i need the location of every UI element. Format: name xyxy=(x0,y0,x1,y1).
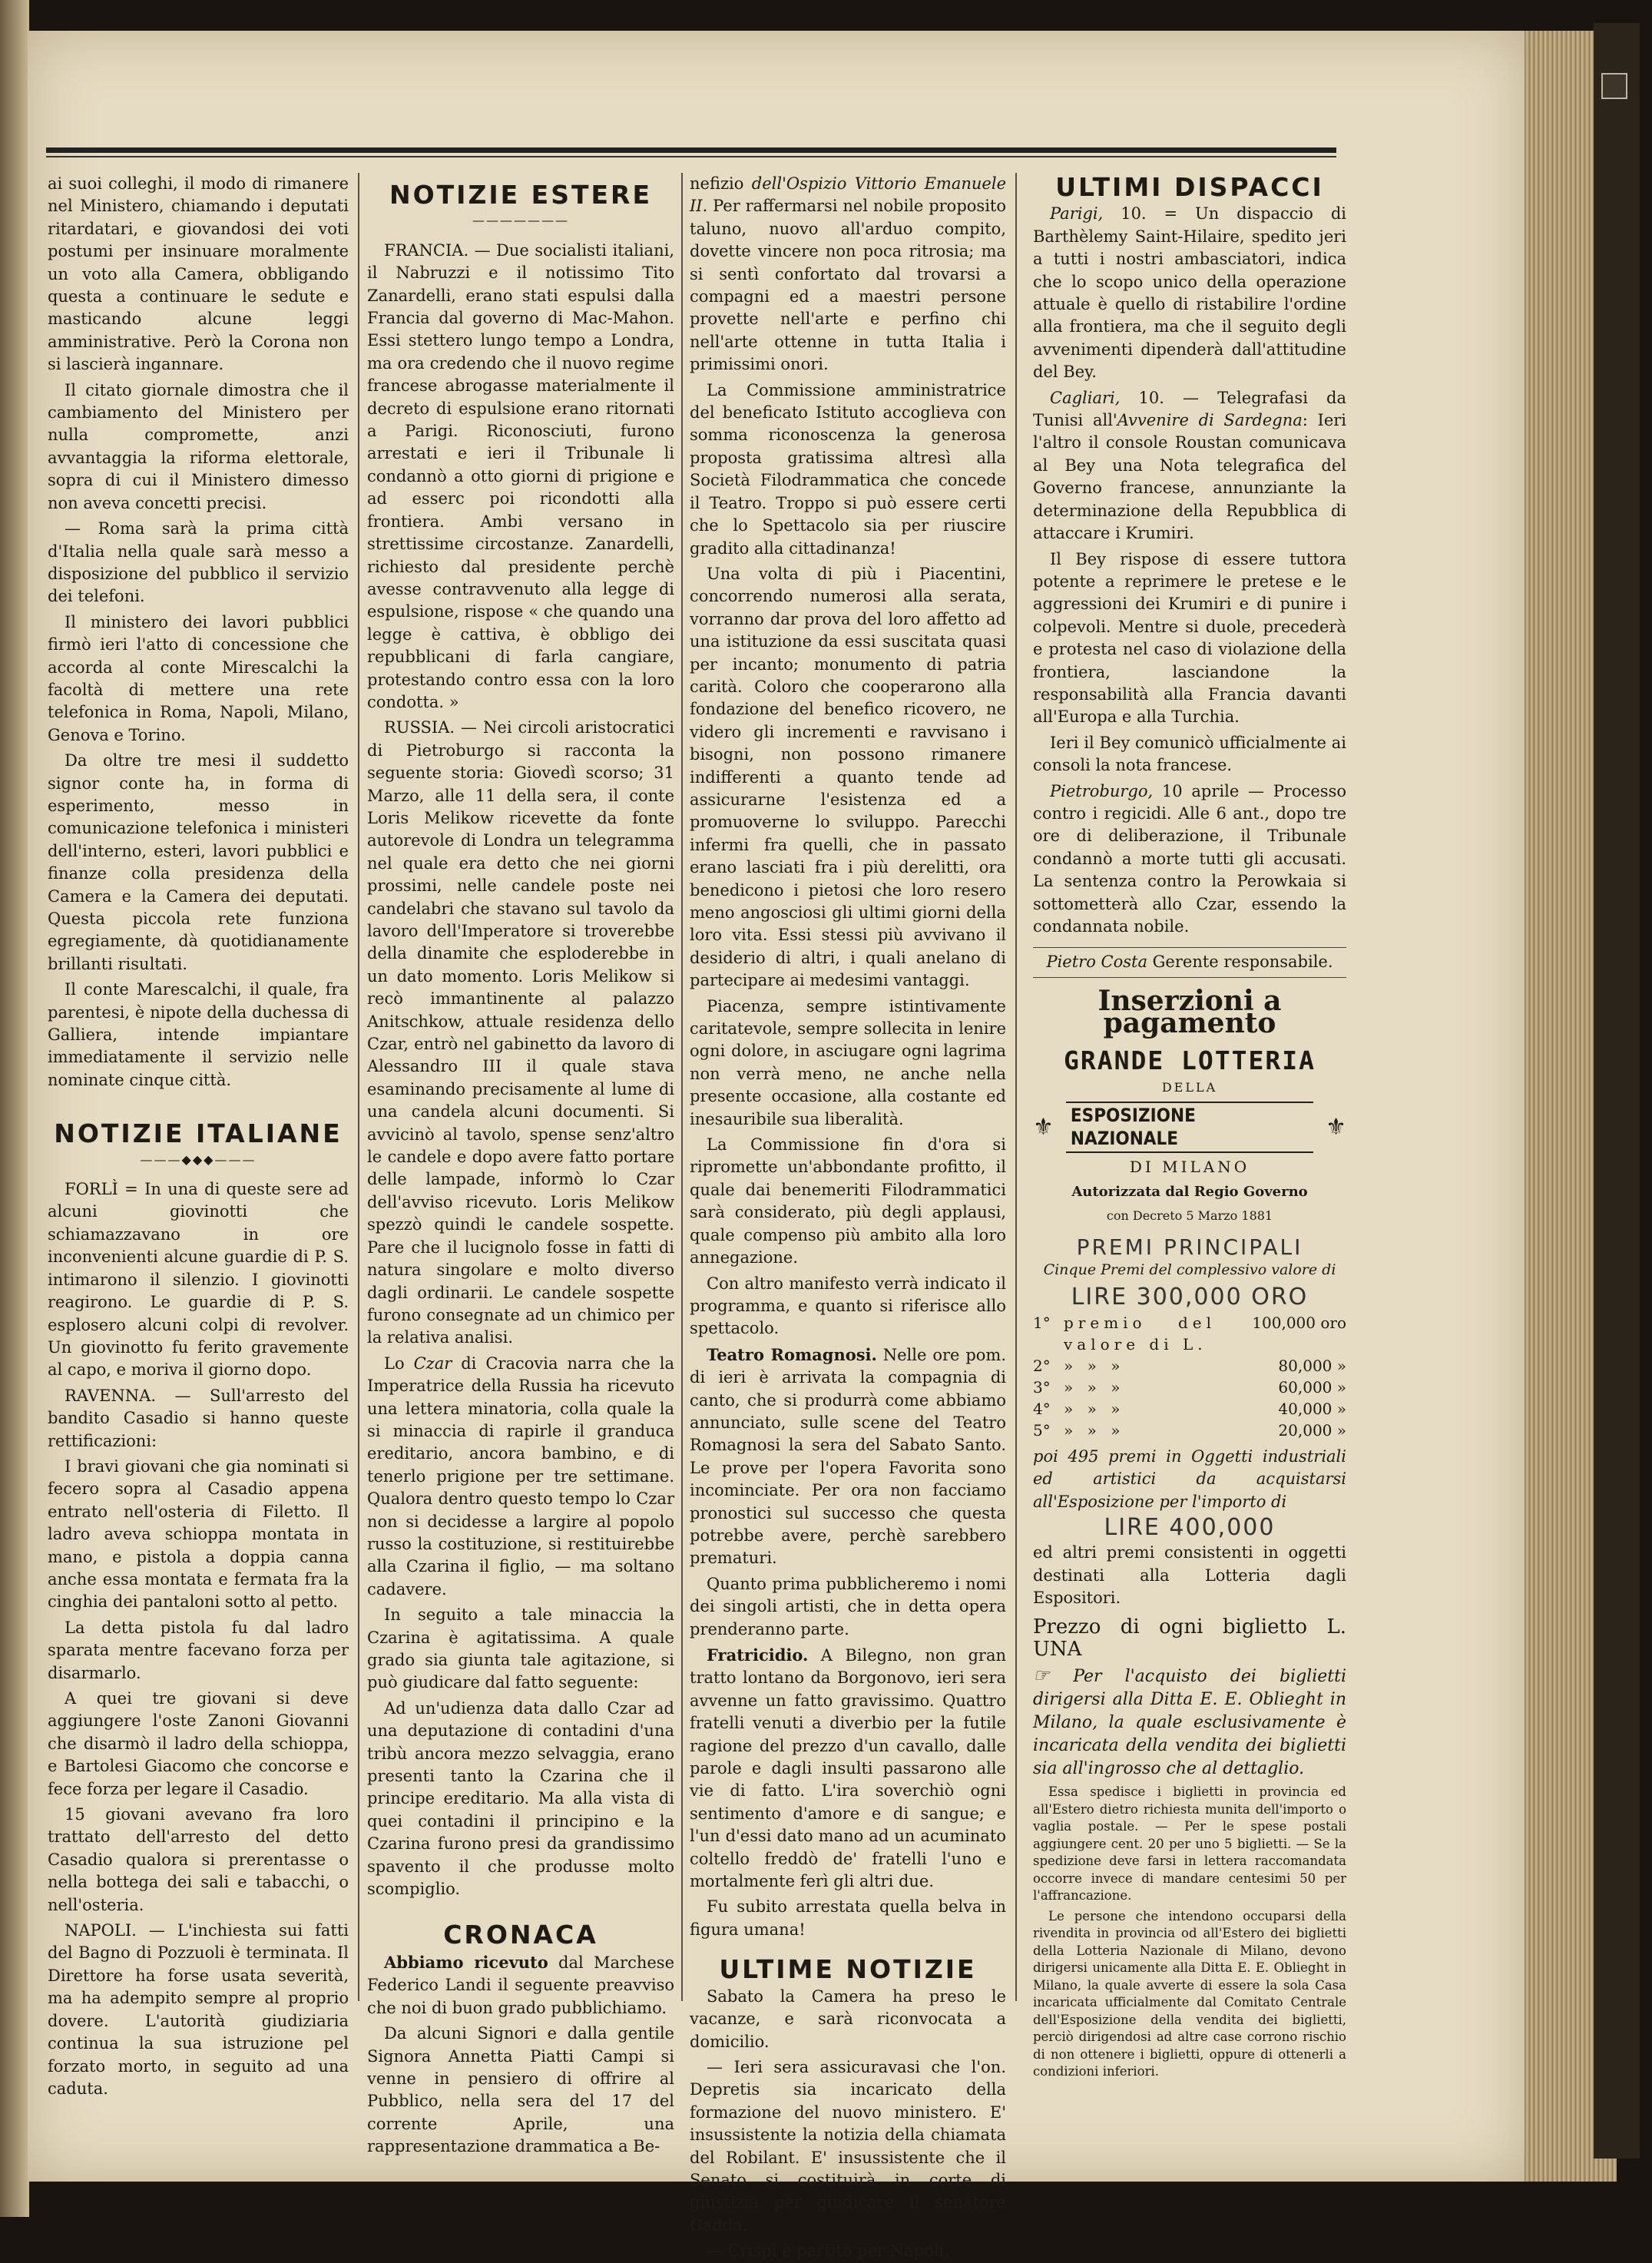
article-paragraph: Piacenza, sempre istintivamente caritatevole, sempre sollecita in lenire ogni dolore, in asciugare ogni lagrima non verrà meno, ne anche nella presente occasione, alla costante ed inesauribile sua liberalità. xyxy=(690,996,1006,1128)
prize-rank: 3° xyxy=(1033,1377,1051,1397)
prize-rank: 1° xyxy=(1033,1313,1051,1332)
article-paragraph: Sabato la Camera ha preso le vacanze, e sarà riconvocata a domicilio. xyxy=(690,1986,1006,2051)
article-paragraph: Lo Czar di Cracovia narra che la Imperatrice della Russia ha ricevuto una lettera minatoria, colla quale la si minaccia di rapirle il granduca ereditario, ancora bambino, e di tenerlo prigione per tre settimane. Qualora dentro questo tempo lo Czar non si decidesse a largire al popolo russo la costituzione, si restituirebbe alla Czarina il figlio, — ma soltano cadavere. xyxy=(367,1353,674,1599)
article-paragraph: Cagliari, 10. — Telegrafasi da Tunisi all'Avvenire di Sardegna: Ieri l'altro il console Roustan comunicava al Bey una Nota telegrafica del Governo francese, annunziante la determinazione della Repubblica di attaccare i Krumiri. xyxy=(1033,388,1347,543)
prize-desc: » » » xyxy=(1064,1399,1125,1418)
article-paragraph: Da oltre tre mesi il suddetto signor conte ha, in forma di esperimento, messo in comunicazione telefonica i ministeri dell'interno, esteri, lavori pubblici e finanze colla presidenza della Camera e la Camera dei deputati. Questa piccola rete funziona egregiamente, dà quotidianamente brillanti risultati. xyxy=(48,751,349,973)
article-paragraph: NAPOLI. — L'inchiesta sui fatti del Bagno di Pozzuoli è terminata. Il Direttore ha forse usata severità, ma ha adempito sempre al proprio dovere. L'autorità giudiziaria continua la sua istruzione pel forzato morto, in seguito ad una caduta. xyxy=(48,1921,349,2098)
article-paragraph: Ad un'udienza data dallo Czar ad una deputazione di contadini d'una tribù ancora mezzo selvaggia, erano presenti tanto la Czarina che il principe ereditario. Ma alla vista di quei contadini il principino e la Czarina furono presi da grandissimo spavento il che produsse molto scompiglio. xyxy=(367,1698,674,1899)
article-paragraph: Quanto prima pubblicheremo i nomi dei singoli artisti, che in detta opera prenderanno parte. xyxy=(690,1574,1006,1638)
article-paragraph: ai suoi colleghi, il modo di rimanere nel Ministero, chiamando i deputati ritardatari, e giovandosi dei voti postumi per insinuare moralmente un voto alla Camera, obbligando questa a continuare le sedute e masticando alcune leggi amministrative. Però la Corona non si lascierà ingannare. xyxy=(48,174,349,374)
lottery-authorization: Autorizzata dal Regio Governo xyxy=(1071,1183,1308,1200)
ticket-price: Prezzo di ogni biglietto L. UNA xyxy=(1033,1615,1346,1661)
column-rule xyxy=(358,173,359,2001)
fine-print-paragraph: Le persone che intendono occuparsi della rivendita in provincia od all'Estero dei biglietti della Lotteria Nazionale di Milano, devono dirigersi unicamente alla Ditta E. E. Oblieght in Milano, la quale avverte di essere la sola Casa incaricata ufficialmente dal Comitato Centrale dell'Esposizione della vendita dei biglietti, perciò dirigendosi ad altre case corrono rischio di non ottenere i biglietti, oppure di ottenerli a condizioni inferiori. xyxy=(1033,1908,1346,2079)
prize-value: 80,000 » xyxy=(1278,1356,1346,1375)
article-paragraph: Fu subito arrestata quella belva in figura umana! xyxy=(690,1897,1006,1939)
article-paragraph: Il citato giornale dimostra che il cambiamento del Ministero per nulla compromette, anzi avvantaggia la riforma elettorale, sopra di cui il Ministero dimesso non aveva concetti precisi. xyxy=(48,380,349,512)
article-paragraph: — Crispi è partito per Napoli. xyxy=(707,2241,949,2261)
article-paragraph: FORLÌ = In una di queste sere ad alcuni giovinotti che schiamazzavano in ore inconvenienti alcune guardie di P. S. intimarono il silenzio. I giovinotti reagirono. Le guardie di P. S. esplosero alcuni colpi di revolver. Un giovinotto fu ferito gravemente al capo, e moriva il giorno dopo. xyxy=(48,1180,349,1380)
lottery-della: DELLA xyxy=(1161,1080,1218,1095)
prize-desc: » » » xyxy=(1064,1356,1125,1375)
additional-prize-value: LIRE 400,000 xyxy=(1104,1513,1276,1541)
article-paragraph: Il ministero dei lavori pubblici firmò ieri l'atto di concessione che accorda al conte Mirescalchi la facoltà di mettere una rete telefonica in Roma, Napoli, Milano, Genova e Torino. xyxy=(48,612,349,744)
column-rule xyxy=(681,173,683,2001)
article-paragraph: Pietroburgo, 10 aprile — Processo contro i regicidi. Alle 6 ant., dopo tre ore di deliberazione, il Tribunale condannò a morte tutti gli accusati. La sentenza contro la Perowkaia si sottometterà allo Czar, essendo la condannata nobile. xyxy=(1033,781,1346,936)
exposition-banner xyxy=(1033,1102,1346,1153)
article-paragraph: — Roma sarà la prima città d'Italia nella quale sarà messo a disposizione del pubblico il servizio dei telefoni. xyxy=(48,519,349,606)
section-heading-notizie-estere: NOTIZIE ESTERE xyxy=(389,180,652,210)
article-paragraph: La detta pistola fu dal ladro sparata mentre facevano forza per disarmarlo. xyxy=(48,1618,349,1682)
article-paragraph: In seguito a tale minaccia la Czarina è agitatissima. A quale grado sia giunta tale agitazione, si può giudicare dal fatto seguente: xyxy=(367,1605,674,1692)
header-rule-thin xyxy=(46,156,1336,157)
total-prize-value: LIRE 300,000 ORO xyxy=(1071,1284,1309,1311)
column-3 xyxy=(690,173,1006,2261)
article-paragraph: Teatro Romagnosi. Nelle ore pom. di ieri è arrivata la compagnia di canto, che si produrrà come abbiamo annunciato, sulle scene del Teatro Romagnosi la sera del Sabato Santo. Le prove per l'opera Favorita sono incominciate. Per ora non facciamo pronostici sul successo che questa potrebbe avere, perchè sarebbero prematuri. xyxy=(690,1344,1006,1568)
column-rule xyxy=(1015,173,1017,2001)
lottery-city: DI MILANO xyxy=(1129,1158,1250,1177)
article-paragraph: La Commissione fin d'ora si ripromette un'abbondante profitto, il quale dai benemeriti Filodrammatici sarà considerato, più degli applausi, quale compenso più ambito alla loro annegazione. xyxy=(690,1135,1006,1267)
spine-tab xyxy=(1601,73,1627,99)
prize-desc: » » » xyxy=(1064,1420,1125,1440)
prize-value: 20,000 » xyxy=(1278,1420,1346,1440)
publisher-signature: Pietro Costa Gerente responsabile. xyxy=(1033,947,1346,977)
section-heading-ultimi-dispacci: ULTIMI DISPACCI xyxy=(1055,172,1324,202)
prize-value: 60,000 » xyxy=(1278,1377,1346,1397)
prize-row xyxy=(1033,1377,1346,1398)
article-paragraph: 15 giovani avevano fra loro trattato dell'arresto del detto Casadio qualora si prerentasse o nella bottega dei sali e tabacchi, o nell'osteria. xyxy=(48,1805,349,1914)
article-paragraph: Con altro manifesto verrà indicato il programma, e quanto si riferisce allo spettacolo. xyxy=(690,1274,1006,1338)
article-paragraph: nefizio dell'Ospizio Vittorio Emanuele II. Per raffermarsi nel nobile proposito taluno, nuovo all'arduo compito, dovette vincere non poca ritrosia; ma si sentì confortato dal trovarsi a compagni ed a maestri persone provette nell'arte e perfino chi nell'arte ottenne in tutta Italia i primissimi onori. xyxy=(690,174,1006,374)
article-paragraph: — Ieri sera assicuravasi che l'on. Depretis sia incaricato della formazione del nuovo ministero. E' insussistente la notizia della chiamata del Robilant. E' insussistente che il Senato si costituirà in corte di giustizia per giudicare il senatore Gadda. xyxy=(690,2057,1006,2235)
column-2 xyxy=(367,173,674,2156)
article-paragraph: RUSSIA. — Nei circoli aristocratici di Pietroburgo si racconta la seguente storia: Giovedì scorso; 31 Marzo, alle 11 della sera, il conte Loris Melikow ricevette da fonte autorevole di Londra un telegramma nel quale era detto che nei giorni prossimi, nelle candele poste nei candelabri che stavano sul tavolo da lavoro dell'Imperatore si troverebbe della dinamite che esploderebbe in un dato momento. Loris Melikow si recò immantinente al palazzo Anitschkow, attuale residenza dello Czar, entrò nel gabinetto da lavoro di Alessandro III il quale stava esaminando precisamente al lume di una candela alcuni documenti. Si avvicinò al tavolo, spense senz'altro le candele e dopo avere fatto portare delle lampade, informò lo Czar dell'avviso ricevuto. Loris Melikow spezzò quindi le candele sospette. Pare che il lucignolo fosse in fatti di natura singolare e molto diverso dagli ordinarii. Le candele sospette furono consegnate ad un chimico per la relativa analisi. xyxy=(367,718,674,1347)
article-paragraph: Ieri il Bey comunicò ufficialmente ai consoli la nota francese. xyxy=(1033,733,1346,775)
fine-print-paragraph: Essa spedisce i biglietti in provincia ed all'Estero dietro richiesta munita dell'importo o vaglia postale. — Per le spese postali aggiungere cent. 20 per uno 5 biglietti. — Se la spedizione deve farsi in lettera raccomandata occorre invece di mandare centesimi 50 per l'affrancazione. xyxy=(1033,1784,1346,1904)
lottery-decree: con Decreto 5 Marzo 1881 xyxy=(1106,1208,1273,1224)
lottery-title: GRANDE LOTTERIA xyxy=(1063,1045,1316,1075)
article-paragraph: Il conte Marescalchi, il quale, fra parentesi, è nipote della duchessa di Galliera, intende impiantare immediatamente il servizio nelle nominate cinque città. xyxy=(48,980,349,1089)
section-heading-cronaca: CRONACA xyxy=(443,1920,598,1950)
other-prizes: ed altri premi consistenti in oggetti destinati alla Lotteria dagli Espositori. xyxy=(1033,1543,1346,1608)
heading-ornament: ——————— xyxy=(472,213,569,228)
heading-ornament: ———◆◆◆——— xyxy=(140,1151,257,1167)
prize-desc: premio del valore di L. xyxy=(1064,1313,1216,1353)
additional-prizes: poi 495 premi in Oggetti industriali ed artistici da acquistarsi all'Esposizione per l'importo di xyxy=(1033,1446,1346,1511)
prize-list xyxy=(1033,1312,1346,1441)
prize-value: 100,000 oro xyxy=(1252,1313,1346,1332)
section-heading-ultime-notizie: ULTIME NOTIZIE xyxy=(719,1954,977,1985)
article-paragraph: I bravi giovani che gia nominati si fecero sopra al Casadio appena entrato nell'osteria di Filetto. Il ladro aveva schioppa montata in mano, e pistola a doppia canna anche essa montata e fermata fra la cinghia dei pantaloni sotto al petto. xyxy=(48,1456,349,1612)
prize-rank: 2° xyxy=(1033,1356,1051,1375)
book-spine xyxy=(1594,23,1640,2159)
article-paragraph: Abbiamo ricevuto dal Marchese Federico Landi il seguente preavviso che noi di buon grado pubblichiamo. xyxy=(367,1952,674,2017)
header-rule xyxy=(46,147,1336,153)
section-heading-notizie-italiane: NOTIZIE ITALIANE xyxy=(54,1118,343,1149)
ads-section-title: Inserzioni a pagamento xyxy=(1097,984,1282,1040)
column-1 xyxy=(48,173,349,2098)
prize-value: 40,000 » xyxy=(1278,1399,1346,1418)
prizes-subheading: Cinque Premi del complessivo valore di xyxy=(1043,1261,1336,1278)
prize-row xyxy=(1033,1398,1346,1420)
article-paragraph: A quei tre giovani si deve aggiungere l'oste Zanoni Giovanni che disarmò il ladro della schioppa, e Bartolesi Giacomo che concorse e fece forza per legare il Casadio. xyxy=(48,1689,349,1798)
prize-rank: 5° xyxy=(1033,1420,1051,1440)
article-paragraph: Parigi, 10. = Un dispaccio di Barthèlemy Saint-Hilaire, spedito jeri a tutti i nostri ambasciatori, indica che lo scopo unico della operazione attuale è quello di ristabilire l'ordine alla frontiera, ma che il seguito degli avvenimenti dipenderà dall'attitudine del Bey. xyxy=(1033,204,1346,382)
crest-icon: ⚜ xyxy=(1033,1114,1054,1141)
prize-rank: 4° xyxy=(1033,1399,1051,1418)
prize-row xyxy=(1033,1420,1346,1441)
article-paragraph: La Commissione amministratrice del beneficato Istituto accoglieva con somma riconoscenza la generosa proposta gratissima altresì alla Società Filodrammatica che concede il Teatro. Troppo si può essere certi che lo Spettacolo sia per riuscire gradito alla cittadinanza! xyxy=(690,380,1006,558)
pointing-hand-icon: ☞ xyxy=(1033,1665,1074,1687)
scan-left-edge xyxy=(0,0,29,2217)
prize-desc: » » » xyxy=(1064,1377,1125,1397)
article-paragraph: RAVENNA. — Sull'arresto del bandito Casadio si hanno queste rettificazioni: xyxy=(48,1386,349,1450)
fine-print xyxy=(1033,1784,1346,2081)
prize-row xyxy=(1033,1355,1346,1377)
article-paragraph: Da alcuni Signori e dalla gentile Signora Annetta Piatti Campi si venne in pensiero di offrire al Pubblico, nella sera del 17 del corrente Aprile, una rappresentazione drammatica a Be- xyxy=(367,2024,674,2156)
crest-icon: ⚜ xyxy=(1326,1114,1346,1141)
prize-row xyxy=(1033,1312,1346,1355)
purchase-info: ☞ Per l'acquisto dei biglietti dirigersi alla Ditta E. E. Oblieght in Milano, la quale esclusivamente è incaricata della vendita dei biglietti sia all'ingrosso che al dettaglio. xyxy=(1033,1665,1346,1779)
article-paragraph: Una volta di più i Piacentini, concorrendo numerosi alla serata, vorranno dar prova del loro affetto ad una istituzione da essi suscitata quasi per incanto; monumento di patria carità. Coloro che cooperarono alla fondazione del benefico ricovero, ne videro gli incrementi e ravvisano i bisogni, non possono rimanere indifferenti a quanto tende ad assicurarne l'esistenza ed a promuoverne lo sviluppo. Parecchi infermi fra quelli, che in passato erano lasciati fra i più derelitti, ora benedicono i pietosi che loro resero meno angosciosi gli ultimi giorni della loro vita. Essi stessi più avvivano il desiderio di altri, i quali anelano di partecipare ai medesimi vantaggi. xyxy=(690,564,1006,990)
prizes-heading: PREMI PRINCIPALI xyxy=(1076,1234,1303,1261)
article-paragraph: Fratricidio. A Bilegno, non gran tratto lontano da Borgonovo, ieri sera avvenne un fatto gravissimo. Quattro fratelli venuti a diverbio per la futile ragione del prezzo d'un cavallo, dalle parole e dagli insulti passarono alle vie di fatto. L'ira soverchiò ogni sentimento d'amore e di sangue; e l'un d'essi dato mano ad un acuminato coltello freddò de' fratelli l'uno e mortalmente ferì gli altri due. xyxy=(690,1645,1006,1891)
column-4 xyxy=(1033,172,1347,2079)
article-paragraph: FRANCIA. — Due socialisti italiani, il Nabruzzi e il notissimo Tito Zanardelli, erano stati espulsi dalla Francia dal governo di Mac-Mahon. Essi stettero lungo tempo a Londra, ma ora credendo che il nuovo regime francese abrogasse materialmente il decreto di espulsione erano ritornati a Parigi. Riconosciuti, furono arrestati e ieri il Tribunale li condannò a otto giorni di prigione e ad esserc poi ricondotti alla frontiera. Ambi versano in strettissime circostanze. Zanardelli, richiesto dal presidente perchè avesse contravvenuto alla legge di espulsione, rispose « che quando una legge è cattiva, è obbligo dei repubblicani di farla cangiare, protestando contro essa con la loro condotta. » xyxy=(367,240,674,711)
exposition-name: ESPOSIZIONE NAZIONALE xyxy=(1066,1102,1313,1153)
article-paragraph: Il Bey rispose di essere tuttora potente a reprimere le pretese e le aggressioni dei Krumiri e di punire i colpevoli. Mentre si duole, precederà e protesta nel caso di violazione della frontiera, lasciandone la responsabilità alla Francia davanti all'Europa e alla Turchia. xyxy=(1033,549,1346,727)
